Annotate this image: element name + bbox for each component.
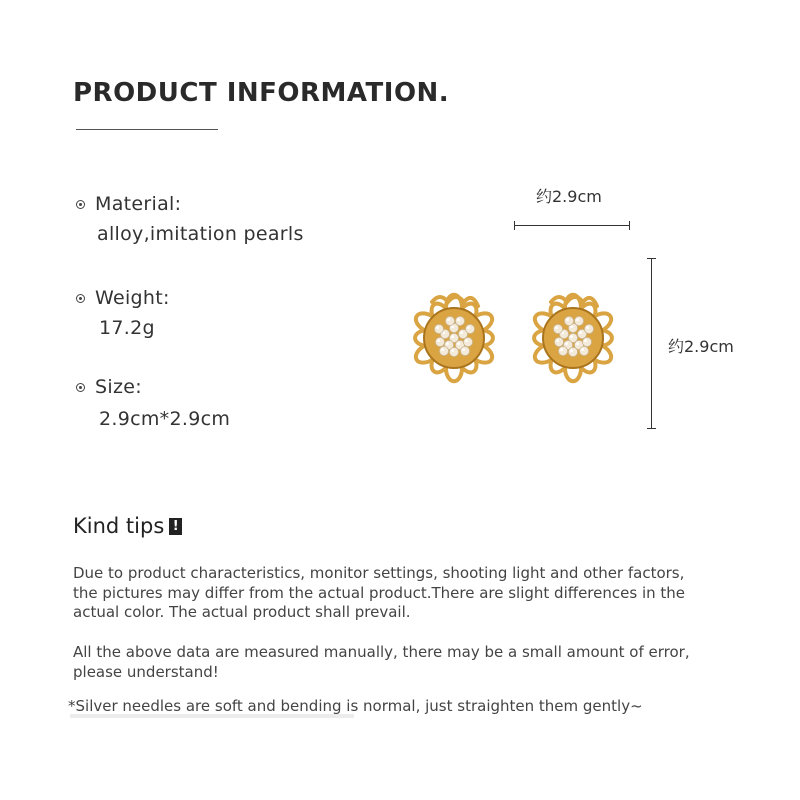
kind-tips-label: Kind tips [73,514,165,538]
kind-tips-heading [73,514,182,538]
height-dimension-label: 约2.9cm [668,337,734,356]
spec-label: Material: [95,193,182,215]
page-title: PRODUCT INFORMATION. [73,78,450,108]
tips-paragraph-measurement: All the above data are measured manually, there may be a small amount of error, please understand! [73,643,690,681]
spec-material [76,193,304,245]
title-divider [76,129,218,130]
height-dimension-line [651,258,652,429]
bullet-icon [76,200,85,209]
spec-label: Weight: [95,287,170,309]
spec-weight [76,287,170,339]
bullet-icon [76,294,85,303]
bullet-icon [76,383,85,392]
spec-size [76,376,230,430]
exclamation-icon: ! [169,518,182,535]
width-dimension-label: 约2.9cm [536,187,602,206]
spec-value: 2.9cm*2.9cm [99,408,231,430]
spec-value: alloy,imitation pearls [97,223,304,245]
tips-paragraph-disclaimer: Due to product characteristics, monitor settings, shooting light and other factors, the pictures may differ from the actual product.There are slight differences in the actual color. The actual product shall prevail. [73,564,685,621]
spec-value: 17.2g [99,317,155,339]
pearl-flower-earring-icon [402,286,506,390]
spec-label: Size: [95,376,142,398]
pearl-flower-earring-icon [521,286,625,390]
needle-note: *Silver needles are soft and bending is normal, just straighten them gently~ [68,697,643,715]
width-dimension-line [514,225,630,226]
